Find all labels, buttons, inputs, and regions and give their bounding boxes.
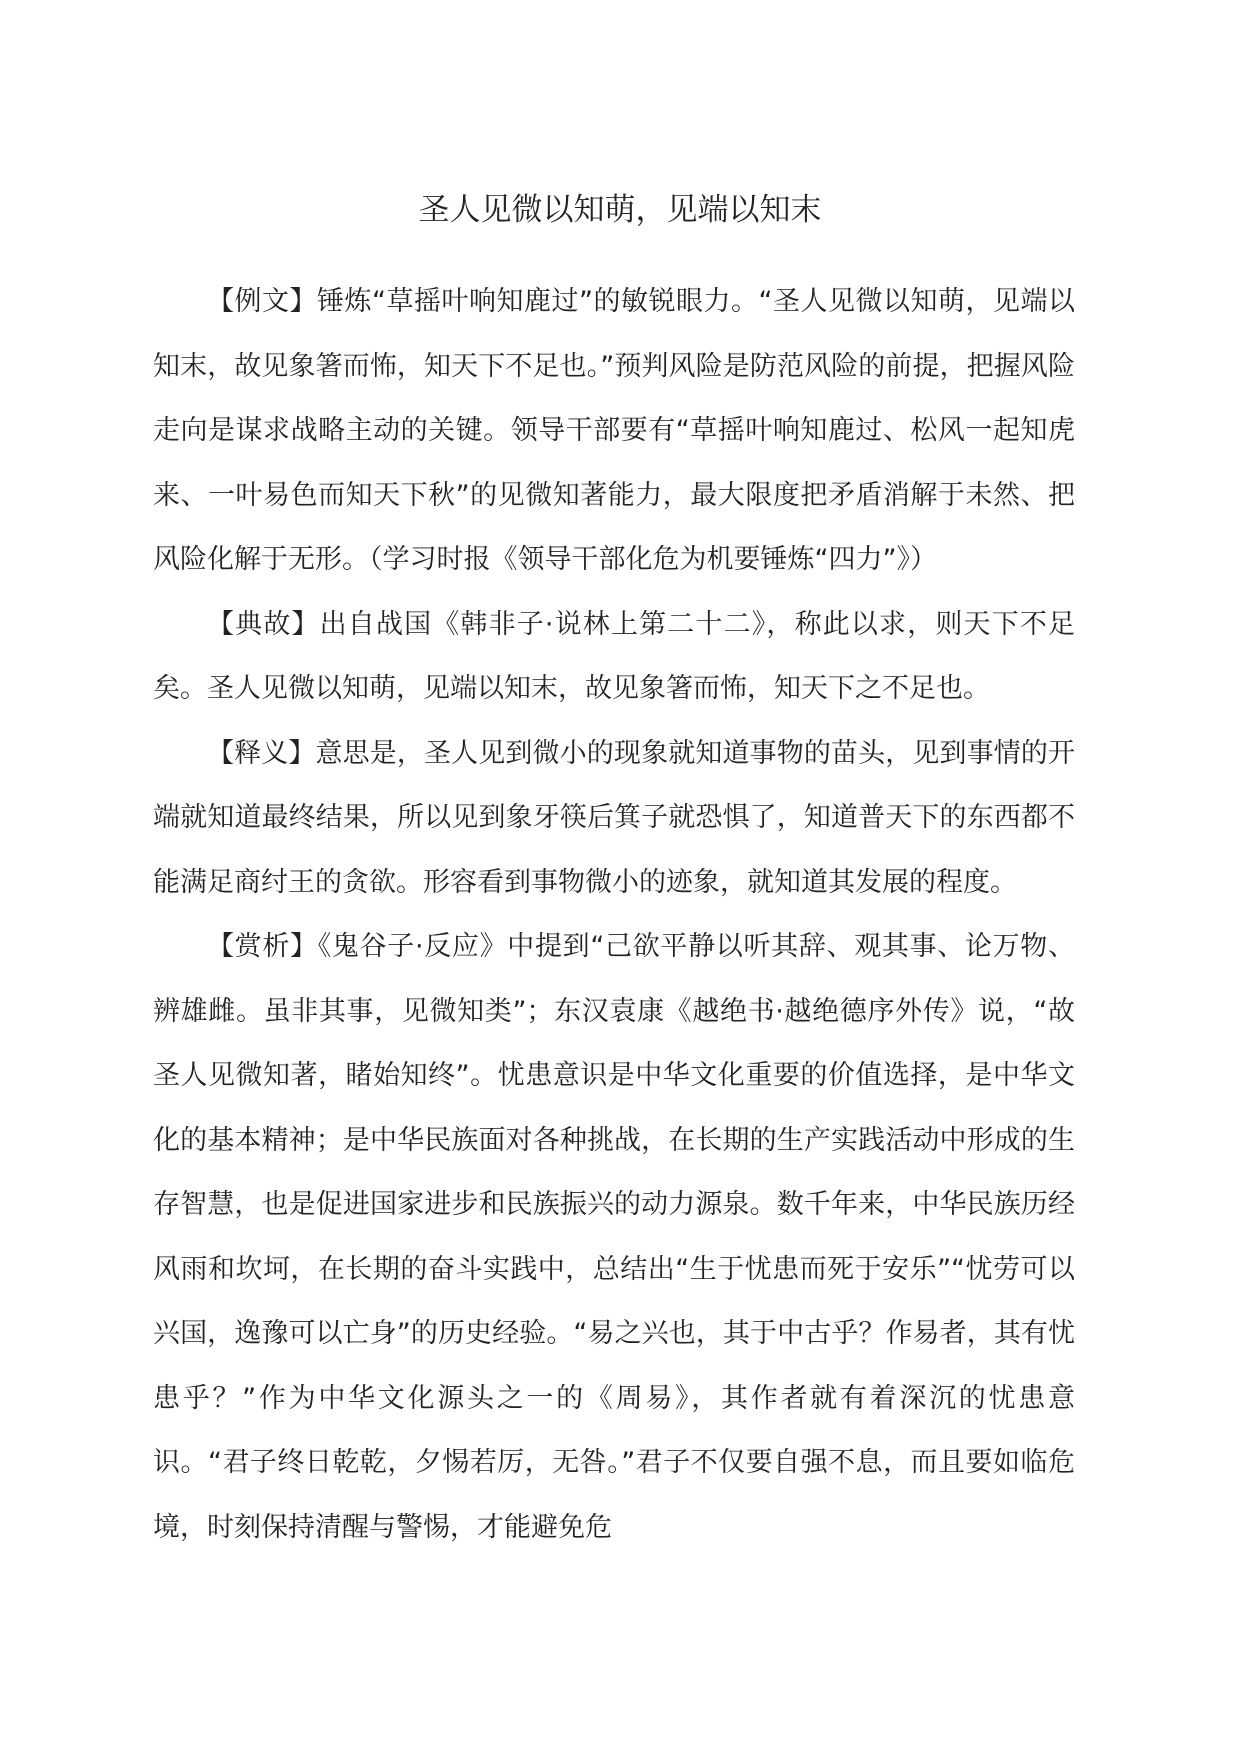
document-title: 圣人见微以知萌，见端以知末 xyxy=(418,192,822,228)
paragraph-explanation: 【释义】意思是，圣人见到微小的现象就知道事物的苗头，见到事情的开端就知道最终结果，所以见到象牙筷后箕子就恐惧了，知道普天下的东西都不能满足商纣王的贪欲。形容看到事物微小的迹象，就知道其发展的程度。 xyxy=(153,737,1075,898)
document-body xyxy=(153,270,1075,1560)
paragraph-example: 【例文】锤炼“草摇叶响知鹿过”的敏锐眼力。“圣人见微以知萌，见端以知末，故见象箸而怖，知天下不足也。”预判风险是防范风险的前提，把握风险走向是谋求战略主动的关键。领导干部要有“草摇叶响知鹿过、松风一起知虎来、一叶易色而知天下秋”的见微知著能力，最大限度把矛盾消解于未然、把风险化解于无形。（学习时报《领导干部化危为机要锤炼“四力”》） xyxy=(153,286,1075,575)
paragraph-appreciation: 【赏析】《鬼谷子·反应》中提到“己欲平静以听其辞、观其事、论万物、辨雄雌。虽非其事，见微知类”；东汉袁康《越绝书·越绝德序外传》说，“故圣人见微知著，睹始知终”。忧患意识是中华文化重要的价值选择，是中华文化的基本精神；是中华民族面对各种挑战，在长期的生产实践活动中形成的生存智慧，也是促进国家进步和民族振兴的动力源泉。数千年来，中华民族历经风雨和坎坷，在长期的奋斗实践中，总结出“生于忧患而死于安乐”“忧劳可以兴国，逸豫可以亡身”的历史经验。“易之兴也，其于中古乎？作易者，其有忧患乎？”作为中华文化源头之一的《周易》，其作者就有着深沉的忧患意识。“君子终日乾乾，夕惕若厉，无咎。”君子不仅要自强不息，而且要如临危境，时刻保持清醒与警惕，才能避免危 xyxy=(153,931,1075,1543)
paragraph-allusion: 【典故】出自战国《韩非子·说林上第二十二》，称此以求，则天下不足矣。圣人见微以知萌，见端以知末，故见象箸而怖，知天下之不足也。 xyxy=(153,608,1075,704)
